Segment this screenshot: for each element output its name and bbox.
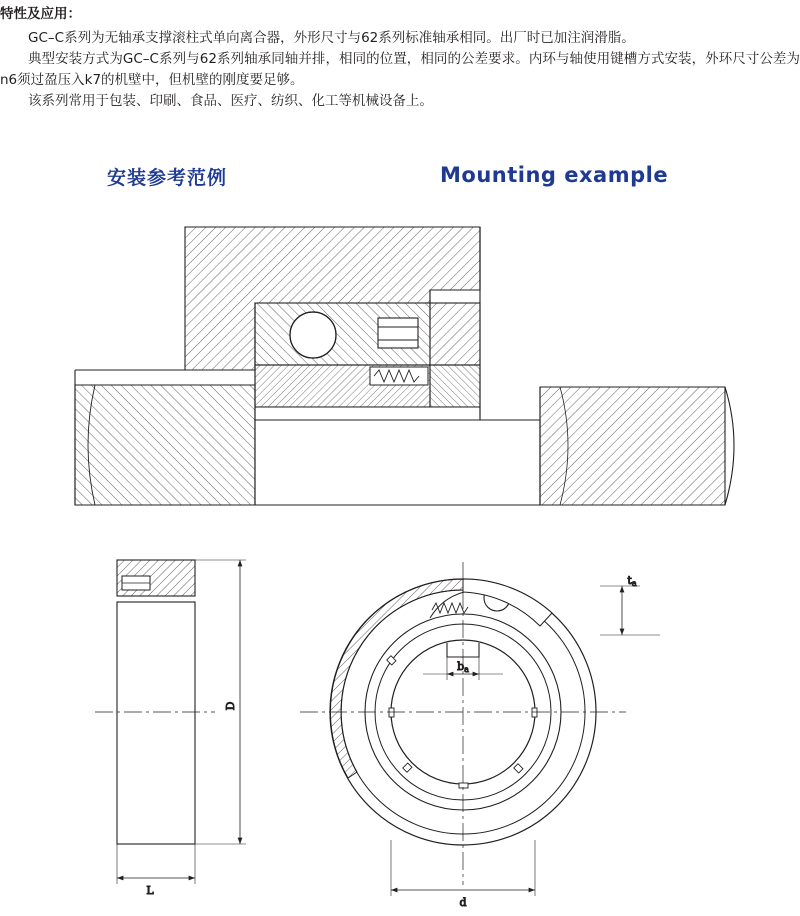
cage-slot <box>532 708 537 717</box>
front-view <box>300 562 660 909</box>
clutch-views-figure <box>0 540 800 916</box>
cage-pin <box>378 318 418 348</box>
bearing-inner-race <box>430 365 480 407</box>
mounting-example-figure <box>0 215 800 515</box>
shaft-end-curve <box>725 387 734 505</box>
figure-title-english: Mounting example <box>440 163 669 187</box>
paragraph-1: GC–C系列为无轴承支撑滚柱式单向离合器，外形尺寸与62系列标准轴承相同。出厂时已加注润滑脂。 <box>28 30 635 46</box>
paragraph-2: 典型安装方式为GC–C系列与62系列轴承同轴并排，相同的位置，相同的公差要求。内环与轴使用键槽方式安装，外环尺寸公差为n6须过盈压入k7的机壁中，但机壁的刚度要足够。 <box>0 51 800 88</box>
dimension-label-L: L <box>146 884 154 897</box>
cage-slot <box>389 708 394 717</box>
dimension-label-D: D <box>224 701 237 711</box>
side-view-body <box>117 602 195 844</box>
section-heading: 特性及应用： <box>0 6 81 22</box>
cage-slot <box>459 783 468 788</box>
dimension-label-ta: ta <box>627 574 637 588</box>
dimension-label-d: d <box>459 896 467 909</box>
figure-title-chinese: 安装参考范例 <box>107 167 228 189</box>
hub <box>255 407 540 505</box>
left-shaft-section <box>75 385 255 505</box>
bearing-outer-race <box>430 303 480 365</box>
dimension-label-ba: ba <box>457 660 469 674</box>
paragraph-3: 该系列常用于包装、印刷、食品、医疗、纺织、化工等机械设备上。 <box>28 93 433 109</box>
